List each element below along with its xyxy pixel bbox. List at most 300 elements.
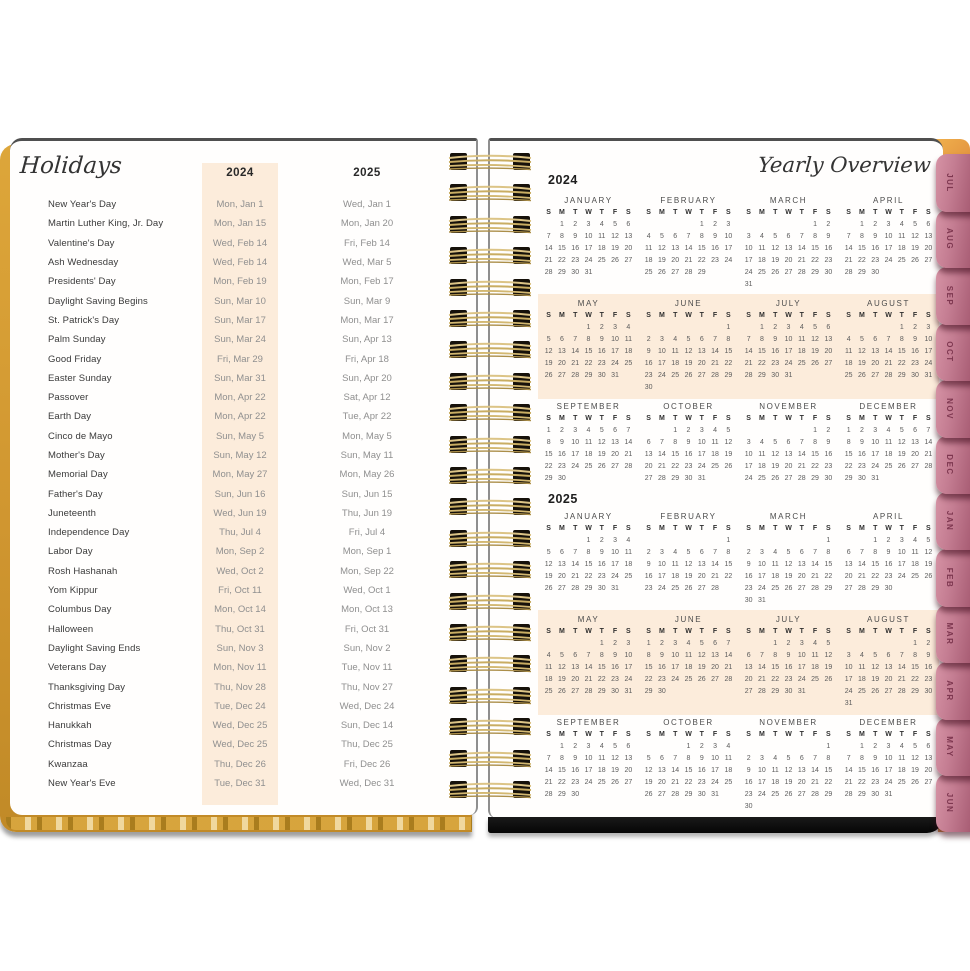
holiday-date-2024: Mon, Feb 19 xyxy=(213,276,267,288)
tab-dec[interactable] xyxy=(936,436,970,494)
day-number: 2 xyxy=(613,640,618,647)
day-number: 29 xyxy=(897,372,906,379)
month-grid xyxy=(742,729,835,813)
empty-cell xyxy=(669,322,682,334)
day-number: 8 xyxy=(859,233,864,240)
day-number: 27 xyxy=(558,372,566,379)
weekday-letter: S xyxy=(546,731,551,738)
day-number: 16 xyxy=(644,573,653,580)
day-number: 17 xyxy=(671,664,680,671)
day-number: 10 xyxy=(884,233,893,240)
day-number: 3 xyxy=(846,652,851,659)
day-number: 29 xyxy=(858,791,866,798)
day-number: 21 xyxy=(571,360,580,367)
month-grid xyxy=(742,523,835,607)
day-number: 8 xyxy=(813,439,818,446)
weekday-letter: F xyxy=(812,525,818,532)
day-number: 22 xyxy=(824,573,833,580)
day-number: 4 xyxy=(626,537,631,544)
day-number: 4 xyxy=(673,549,678,556)
day-number: 7 xyxy=(813,755,818,762)
day-number: 13 xyxy=(711,652,719,659)
day-number: 3 xyxy=(799,640,804,647)
tab-feb[interactable] xyxy=(936,549,970,607)
holiday-row xyxy=(10,291,476,310)
empty-cell xyxy=(642,741,655,753)
weekday-letter: W xyxy=(585,731,592,738)
day-number: 7 xyxy=(659,439,664,446)
holiday-row xyxy=(10,774,476,793)
holidays-page xyxy=(10,138,478,815)
tab-label: MAY xyxy=(945,736,954,758)
day-number: 7 xyxy=(573,549,578,556)
day-number: 30 xyxy=(871,269,880,276)
day-number: 10 xyxy=(744,245,753,252)
day-number: 24 xyxy=(611,573,619,580)
day-number: 21 xyxy=(711,360,719,367)
weekday-letter: W xyxy=(785,415,792,422)
holiday-date-2025: Fri, Dec 26 xyxy=(343,758,391,770)
day-number: 14 xyxy=(758,664,766,671)
day-number: 8 xyxy=(673,439,678,446)
day-number: 16 xyxy=(824,451,833,458)
day-number: 23 xyxy=(771,360,780,367)
day-number: 18 xyxy=(597,767,606,774)
day-number: 9 xyxy=(826,439,831,446)
day-number: 26 xyxy=(911,257,919,264)
holiday-date-2024: Wed, Feb 14 xyxy=(212,237,268,249)
weekday-letter: T xyxy=(899,628,904,635)
day-number: 18 xyxy=(758,463,766,470)
holiday-date-2024: Mon, Jan 15 xyxy=(213,218,267,230)
holiday-date-2025: Fri, Feb 14 xyxy=(344,237,390,249)
day-number: 24 xyxy=(724,257,733,264)
day-number: 29 xyxy=(824,585,833,592)
day-number: 13 xyxy=(911,439,919,446)
day-number: 25 xyxy=(597,779,606,786)
weekday-letter: S xyxy=(726,731,731,738)
day-number: 11 xyxy=(671,561,679,568)
day-number: 23 xyxy=(824,257,833,264)
weekday-letter: M xyxy=(559,209,565,216)
day-number: 31 xyxy=(871,475,880,482)
day-number: 5 xyxy=(613,221,618,228)
day-number: 7 xyxy=(673,755,678,762)
day-number: 14 xyxy=(624,439,633,446)
empty-cell xyxy=(782,219,795,231)
weekday-letter: T xyxy=(673,312,678,319)
day-number: 8 xyxy=(773,652,778,659)
holiday-row xyxy=(10,620,476,639)
day-number: 26 xyxy=(611,779,619,786)
day-number: 24 xyxy=(584,779,593,786)
day-number: 19 xyxy=(611,767,619,774)
day-number: 2 xyxy=(926,640,931,647)
weekday-letter: S xyxy=(646,731,651,738)
month-grid xyxy=(742,310,835,382)
day-number: 24 xyxy=(884,257,893,264)
holiday-row xyxy=(10,504,476,523)
day-number: 22 xyxy=(724,360,733,367)
day-number: 10 xyxy=(671,652,680,659)
month-title: MARCH xyxy=(769,512,808,521)
empty-cell xyxy=(795,219,808,231)
weekday-letter: T xyxy=(673,525,678,532)
holiday-date-2024: Sun, May 12 xyxy=(213,450,267,461)
day-number: 25 xyxy=(624,360,633,367)
weekday-letter: T xyxy=(873,731,878,738)
day-number: 26 xyxy=(811,360,819,367)
day-number: 2 xyxy=(873,743,878,750)
day-number: 10 xyxy=(924,336,933,343)
tab-mar[interactable] xyxy=(936,605,970,663)
day-number: 11 xyxy=(771,767,779,774)
day-number: 4 xyxy=(599,221,604,228)
day-number: 27 xyxy=(658,791,666,798)
day-number: 5 xyxy=(659,233,664,240)
empty-cell xyxy=(769,741,782,753)
weekday-letter: M xyxy=(659,628,665,635)
day-number: 8 xyxy=(859,755,864,762)
day-number: 19 xyxy=(611,245,619,252)
day-number: 13 xyxy=(824,336,833,343)
day-number: 28 xyxy=(897,688,906,695)
day-number: 6 xyxy=(673,233,678,240)
day-number: 22 xyxy=(811,257,819,264)
day-number: 19 xyxy=(771,257,780,264)
day-number: 18 xyxy=(897,245,906,252)
day-number: 18 xyxy=(544,676,553,683)
weekday-letter: F xyxy=(912,628,918,635)
day-number: 1 xyxy=(646,640,651,647)
day-number: 27 xyxy=(911,463,919,470)
day-number: 5 xyxy=(699,640,704,647)
holiday-date-2025: Wed, Dec 31 xyxy=(339,778,395,790)
day-number: 4 xyxy=(599,743,604,750)
day-number: 19 xyxy=(911,245,919,252)
day-number: 20 xyxy=(844,573,853,580)
day-number: 2 xyxy=(746,549,751,556)
weekday-letter: M xyxy=(759,525,765,532)
weekday-letter: T xyxy=(699,415,704,422)
day-number: 28 xyxy=(544,269,553,276)
holiday-date-2025: Thu, Jun 19 xyxy=(341,507,393,519)
day-number: 7 xyxy=(713,336,718,343)
day-number: 29 xyxy=(871,585,880,592)
weekday-letter: S xyxy=(646,209,651,216)
empty-cell xyxy=(769,535,782,547)
weekday-letter: T xyxy=(573,731,578,738)
weekday-letter: W xyxy=(785,209,792,216)
day-number: 13 xyxy=(884,664,893,671)
tab-oct[interactable] xyxy=(936,323,970,381)
day-number: 18 xyxy=(911,561,919,568)
day-number: 1 xyxy=(726,324,731,331)
weekday-letter: T xyxy=(773,209,778,216)
day-number: 5 xyxy=(559,652,564,659)
day-number: 13 xyxy=(797,561,806,568)
holiday-name: New Year's Eve xyxy=(48,778,116,790)
weekday-letter: F xyxy=(812,731,818,738)
empty-cell xyxy=(569,322,582,334)
day-number: 19 xyxy=(911,767,919,774)
empty-cell xyxy=(655,322,668,334)
day-number: 6 xyxy=(573,652,578,659)
day-number: 13 xyxy=(558,348,566,355)
day-number: 6 xyxy=(646,439,651,446)
day-number: 28 xyxy=(658,475,666,482)
month-title: JUNE xyxy=(674,615,703,624)
empty-cell xyxy=(808,741,821,753)
day-number: 18 xyxy=(644,257,653,264)
month-grid xyxy=(742,413,835,485)
day-number: 23 xyxy=(684,463,693,470)
day-number: 26 xyxy=(544,372,553,379)
day-number: 4 xyxy=(799,324,804,331)
weekday-letter: S xyxy=(746,209,751,216)
month-grid xyxy=(542,626,635,698)
day-number: 29 xyxy=(584,372,593,379)
weekday-letter: W xyxy=(685,525,692,532)
weekday-letter: S xyxy=(726,209,731,216)
day-number: 6 xyxy=(786,233,791,240)
day-number: 27 xyxy=(871,372,880,379)
day-number: 9 xyxy=(873,755,878,762)
day-number: 15 xyxy=(597,664,606,671)
day-number: 23 xyxy=(871,257,880,264)
holiday-name: Yom Kippur xyxy=(48,585,98,597)
tab-may[interactable] xyxy=(936,718,970,776)
holiday-name: Mother's Day xyxy=(48,450,105,461)
day-number: 3 xyxy=(786,324,791,331)
day-number: 24 xyxy=(744,269,753,276)
day-number: 11 xyxy=(598,233,606,240)
weekday-letter: S xyxy=(826,209,831,216)
holiday-date-2024: Sun, Jun 16 xyxy=(214,488,266,500)
tab-jan[interactable] xyxy=(936,492,970,550)
day-number: 5 xyxy=(826,640,831,647)
tab-jul[interactable] xyxy=(936,154,970,212)
day-number: 31 xyxy=(584,269,593,276)
mini-month-december xyxy=(842,718,935,813)
day-number: 27 xyxy=(744,688,753,695)
day-number: 16 xyxy=(644,360,653,367)
day-number: 23 xyxy=(571,257,580,264)
day-number: 3 xyxy=(746,439,751,446)
day-number: 28 xyxy=(797,475,806,482)
day-number: 16 xyxy=(571,245,580,252)
weekday-letter: S xyxy=(546,628,551,635)
month-tab-stack xyxy=(936,154,970,834)
weekday-letter: S xyxy=(826,312,831,319)
mini-month-february xyxy=(642,196,735,291)
day-number: 9 xyxy=(886,549,891,556)
month-grid xyxy=(642,413,735,485)
day-number: 4 xyxy=(646,233,651,240)
day-number: 8 xyxy=(546,439,551,446)
day-number: 4 xyxy=(673,336,678,343)
holiday-date-2025: Sun, Dec 14 xyxy=(340,720,394,732)
day-number: 9 xyxy=(859,439,864,446)
tab-aug[interactable] xyxy=(936,210,970,268)
day-number: 9 xyxy=(786,652,791,659)
day-number: 6 xyxy=(873,336,878,343)
day-number: 17 xyxy=(611,348,619,355)
day-number: 18 xyxy=(671,360,680,367)
weekday-letter: T xyxy=(799,628,804,635)
mini-month-june xyxy=(642,299,735,394)
day-number: 23 xyxy=(884,573,893,580)
weekday-letter: S xyxy=(746,525,751,532)
day-number: 20 xyxy=(871,360,880,367)
weekday-letter: T xyxy=(773,312,778,319)
day-number: 25 xyxy=(584,463,593,470)
day-number: 12 xyxy=(611,233,619,240)
day-number: 4 xyxy=(899,221,904,228)
holiday-row xyxy=(10,523,476,542)
holiday-date-2024: Mon, Sep 2 xyxy=(215,546,265,558)
tab-sep[interactable] xyxy=(936,267,970,325)
day-number: 17 xyxy=(658,360,666,367)
day-number: 28 xyxy=(724,676,733,683)
mini-month-april xyxy=(842,512,935,607)
day-number: 28 xyxy=(571,372,580,379)
day-number: 25 xyxy=(644,269,653,276)
empty-cell xyxy=(755,638,768,650)
holiday-date-2024: Thu, Nov 28 xyxy=(214,681,266,693)
day-number: 17 xyxy=(758,573,766,580)
day-number: 17 xyxy=(758,779,766,786)
holiday-date-2024: Mon, Nov 11 xyxy=(213,662,267,674)
weekday-letter: W xyxy=(885,415,892,422)
mini-month-november xyxy=(742,718,835,813)
day-number: 18 xyxy=(771,779,780,786)
day-number: 24 xyxy=(697,463,706,470)
day-number: 16 xyxy=(658,664,666,671)
day-number: 10 xyxy=(584,755,593,762)
day-number: 17 xyxy=(744,257,753,264)
holiday-name: Presidents' Day xyxy=(48,276,116,288)
weekday-letter: W xyxy=(885,525,892,532)
holiday-date-2024: Wed, Feb 14 xyxy=(212,257,268,269)
day-number: 8 xyxy=(646,652,651,659)
day-number: 10 xyxy=(871,439,880,446)
day-number: 13 xyxy=(671,245,680,252)
empty-cell xyxy=(869,322,882,334)
day-number: 1 xyxy=(826,537,831,544)
mini-month-august xyxy=(842,615,935,710)
day-number: 2 xyxy=(873,221,878,228)
day-number: 29 xyxy=(697,269,706,276)
tab-apr[interactable] xyxy=(936,662,970,720)
day-number: 1 xyxy=(873,537,878,544)
day-number: 6 xyxy=(559,549,564,556)
month-grid xyxy=(842,310,935,382)
day-number: 30 xyxy=(871,791,880,798)
day-number: 5 xyxy=(813,324,818,331)
weekday-letter: S xyxy=(646,312,651,319)
tab-label: OCT xyxy=(945,341,954,363)
month-title: AUGUST xyxy=(867,299,910,308)
day-number: 11 xyxy=(758,451,766,458)
day-number: 28 xyxy=(571,585,580,592)
day-number: 20 xyxy=(784,463,793,470)
day-number: 21 xyxy=(844,779,853,786)
day-number: 17 xyxy=(571,451,580,458)
day-number: 29 xyxy=(558,791,566,798)
day-number: 19 xyxy=(897,451,906,458)
day-number: 21 xyxy=(897,676,906,683)
day-number: 13 xyxy=(797,767,806,774)
holiday-row xyxy=(10,697,476,716)
day-number: 21 xyxy=(711,573,719,580)
day-number: 28 xyxy=(624,463,633,470)
holiday-name: Daylight Saving Ends xyxy=(48,642,141,654)
day-number: 31 xyxy=(797,688,806,695)
weekday-letter: M xyxy=(759,628,765,635)
weekday-letter: S xyxy=(546,525,551,532)
tab-nov[interactable] xyxy=(936,380,970,438)
day-number: 18 xyxy=(811,664,819,671)
holiday-row xyxy=(10,407,476,426)
day-number: 26 xyxy=(784,791,793,798)
empty-cell xyxy=(542,535,555,547)
day-number: 20 xyxy=(658,779,666,786)
day-number: 5 xyxy=(913,221,918,228)
day-number: 11 xyxy=(858,664,866,671)
day-number: 28 xyxy=(711,585,719,592)
day-number: 9 xyxy=(599,336,604,343)
day-number: 14 xyxy=(858,561,866,568)
weekday-letter: F xyxy=(712,525,718,532)
weekday-letter: T xyxy=(599,209,604,216)
holiday-row xyxy=(10,234,476,253)
holiday-row xyxy=(10,214,476,233)
day-number: 15 xyxy=(644,664,653,671)
month-title: FEBRUARY xyxy=(660,196,717,205)
weekday-letter: M xyxy=(659,525,665,532)
holiday-name: Easter Sunday xyxy=(48,372,112,384)
holiday-date-2024: Fri, Mar 29 xyxy=(217,353,263,365)
day-number: 7 xyxy=(746,336,751,343)
tab-jun[interactable] xyxy=(936,774,970,832)
day-number: 17 xyxy=(744,463,753,470)
day-number: 17 xyxy=(658,573,666,580)
day-number: 8 xyxy=(826,755,831,762)
empty-cell xyxy=(742,741,755,753)
empty-cell xyxy=(569,535,582,547)
day-number: 20 xyxy=(644,463,653,470)
day-number: 14 xyxy=(711,561,719,568)
day-number: 1 xyxy=(859,743,864,750)
weekday-letter: T xyxy=(899,415,904,422)
tab-label: DEC xyxy=(945,454,954,476)
day-number: 4 xyxy=(913,537,918,544)
day-number: 4 xyxy=(773,549,778,556)
weekday-letter: W xyxy=(685,731,692,738)
day-number: 17 xyxy=(724,245,733,252)
weekday-letter: T xyxy=(799,415,804,422)
weekday-letter: S xyxy=(746,731,751,738)
holiday-date-2024: Mon, May 27 xyxy=(212,469,268,481)
day-number: 15 xyxy=(771,664,780,671)
day-number: 17 xyxy=(844,676,853,683)
day-number: 3 xyxy=(759,755,764,762)
holiday-date-2024: Sun, Mar 31 xyxy=(214,372,266,384)
day-number: 14 xyxy=(797,245,806,252)
weekday-letter: S xyxy=(926,209,931,216)
month-grid xyxy=(542,207,635,279)
